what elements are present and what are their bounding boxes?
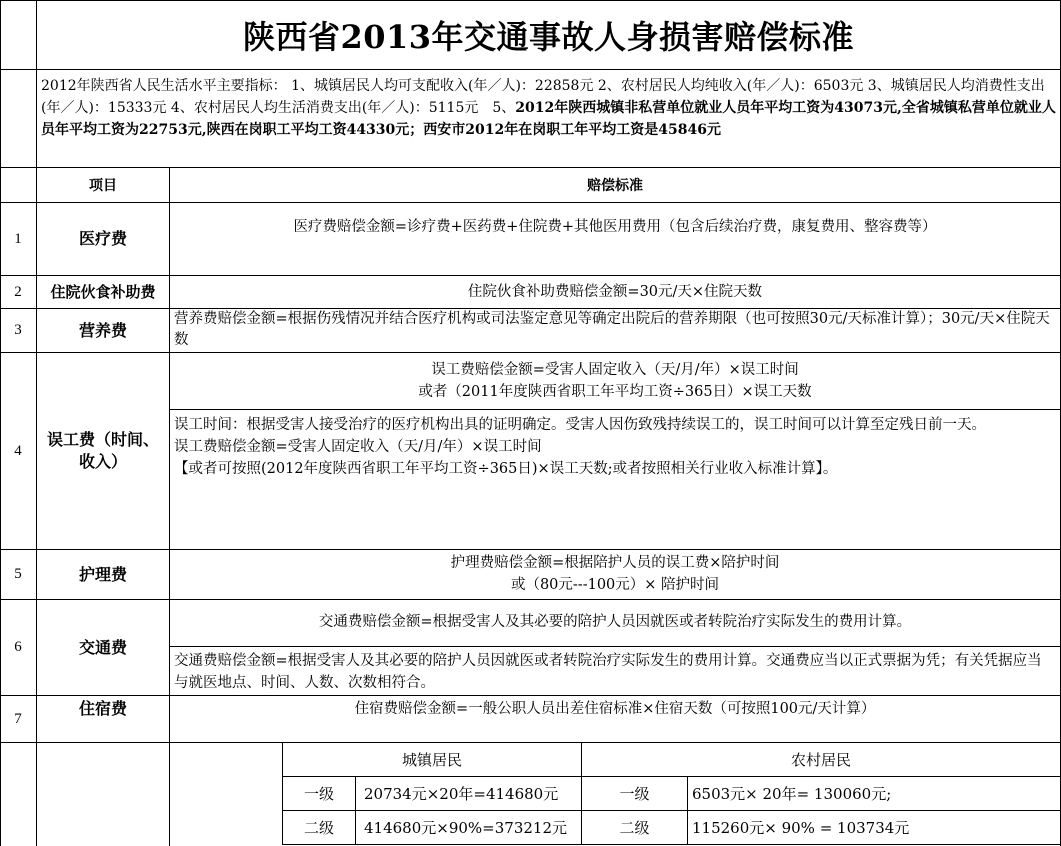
transport-detail: 交通费赔偿金额=根据受害人及其必要的陪护人员因就医或者转院治疗实际发生的费用计算。交通费应当以正式票据为凭；有关凭据应当与就医地点、时间、人数、次数相符合。 — [170, 647, 1061, 696]
row-number: 2 — [0, 276, 37, 309]
rural-amount-cell: 6503元× 20年= 130060元; — [688, 777, 1061, 811]
medical-standard: 医疗费赔偿金额=诊疗费+医药费+住院费+其他医用费用（包含后续治疗费，康复费用、整容费等） — [170, 203, 1061, 276]
grade-cell: 一级 — [282, 777, 356, 811]
row-number: 4 — [0, 353, 37, 550]
nursing-line1: 护理费赔偿金额=根据陪护人员的误工费×陪护时间 — [450, 555, 780, 571]
intro-wage-text: 2012年陕西城镇非私营单位就业人员年平均工资为43073元,全省城镇私营单位就业人员年平均工资为22753元,陕西在岗职工平均工资44330元；西安市2012年在岗职工年平均工资是45846元 — [41, 100, 1056, 138]
header-standard: 赔偿标准 — [170, 168, 1061, 203]
urban-residents-header: 城镇居民 — [282, 743, 582, 777]
urban-amount-cell: 414680元×90%=373212元 — [356, 811, 582, 845]
intro-index-cell — [0, 70, 37, 168]
nursing-standard — [170, 550, 1061, 600]
item-nutrition: 营养费 — [37, 309, 170, 353]
row-number: 3 — [0, 309, 37, 353]
nursing-line2: 或（80元---100元）× 陪护时间 — [510, 577, 720, 593]
urban-amount-cell: 20734元×20年=414680元 — [356, 777, 582, 811]
header-item: 项目 — [37, 168, 170, 203]
item-hospital-meal: 住院伙食补助费 — [37, 276, 170, 309]
rural-grade-cell: 二级 — [582, 811, 688, 845]
row-8-index-cell — [0, 743, 37, 846]
lost-work-detail-line1: 误工时间：根据受害人接受治疗的医疗机构出具的证明确定。受害人因伤致残持续误工的，误工时间可以计算至定残日前一天。 — [174, 417, 986, 433]
intro-text: 2012年陕西省人民生活水平主要指标： 1、城镇居民人均可支配收入(年／人)：22858元 2、农村居民人均纯收入(年／人)：6503元 3、城镇居民人均消费性支出(年／人)：15333元 4、农村居民人均生活消费支出(年／人)：5115元 5、 — [41, 78, 1045, 116]
item-transport: 交通费 — [37, 600, 170, 696]
row-number: 1 — [0, 203, 37, 276]
lost-work-formula-line1: 误工费赔偿金额=受害人固定收入（天/月/年）×误工时间 — [431, 362, 799, 378]
title-index-cell — [0, 0, 37, 70]
rural-residents-header: 农村居民 — [582, 743, 1061, 777]
item-medical: 医疗费 — [37, 203, 170, 276]
header-index-cell — [0, 168, 37, 203]
row-number: 6 — [0, 600, 37, 696]
intro-indicators — [37, 70, 1061, 168]
rural-amount-cell: 115260元× 90% = 103734元 — [688, 811, 1061, 845]
lost-work-formula-line2: 或者（2011年度陕西省职工年平均工资÷365日）×误工天数 — [418, 384, 812, 400]
page-title: 陕西省2013年交通事故人身损害赔偿标准 — [37, 0, 1061, 70]
transport-formula: 交通费赔偿金额=根据受害人及其必要的陪护人员因就医或者转院治疗实际发生的费用计算。 — [170, 600, 1061, 647]
lost-work-detail — [170, 410, 1061, 550]
lost-work-formula — [170, 353, 1061, 410]
nutrition-standard: 营养费赔偿金额=根据伤残情况并结合医疗机构或司法鉴定意见等确定出院后的营养期限（也可按照30元/天标准计算）；30元/天×住院天数 — [170, 309, 1061, 353]
accommodation-standard: 住宿费赔偿金额=一般公职人员出差住宿标准×住宿天数（可按照100元/天计算） — [170, 696, 1061, 743]
lost-work-detail-line3: 【或者可按照(2012年度陕西省职工年平均工资÷365日)×误工天数;或者按照相关行业收入标准计算】。 — [174, 461, 838, 477]
grade-cell: 二级 — [282, 811, 356, 845]
row-number: 7 — [0, 696, 37, 743]
row-8-item-cell — [37, 743, 170, 846]
row-number: 5 — [0, 550, 37, 600]
item-nursing: 护理费 — [37, 550, 170, 600]
hospital-meal-standard: 住院伙食补助费赔偿金额=30元/天×住院天数 — [170, 276, 1061, 309]
rural-grade-cell: 一级 — [582, 777, 688, 811]
item-accommodation: 住宿费 — [37, 696, 170, 743]
lost-work-detail-line2: 误工费赔偿金额=受害人固定收入（天/月/年）×误工时间 — [174, 439, 542, 455]
item-lost-work: 误工费（时间、收入） — [37, 353, 170, 550]
